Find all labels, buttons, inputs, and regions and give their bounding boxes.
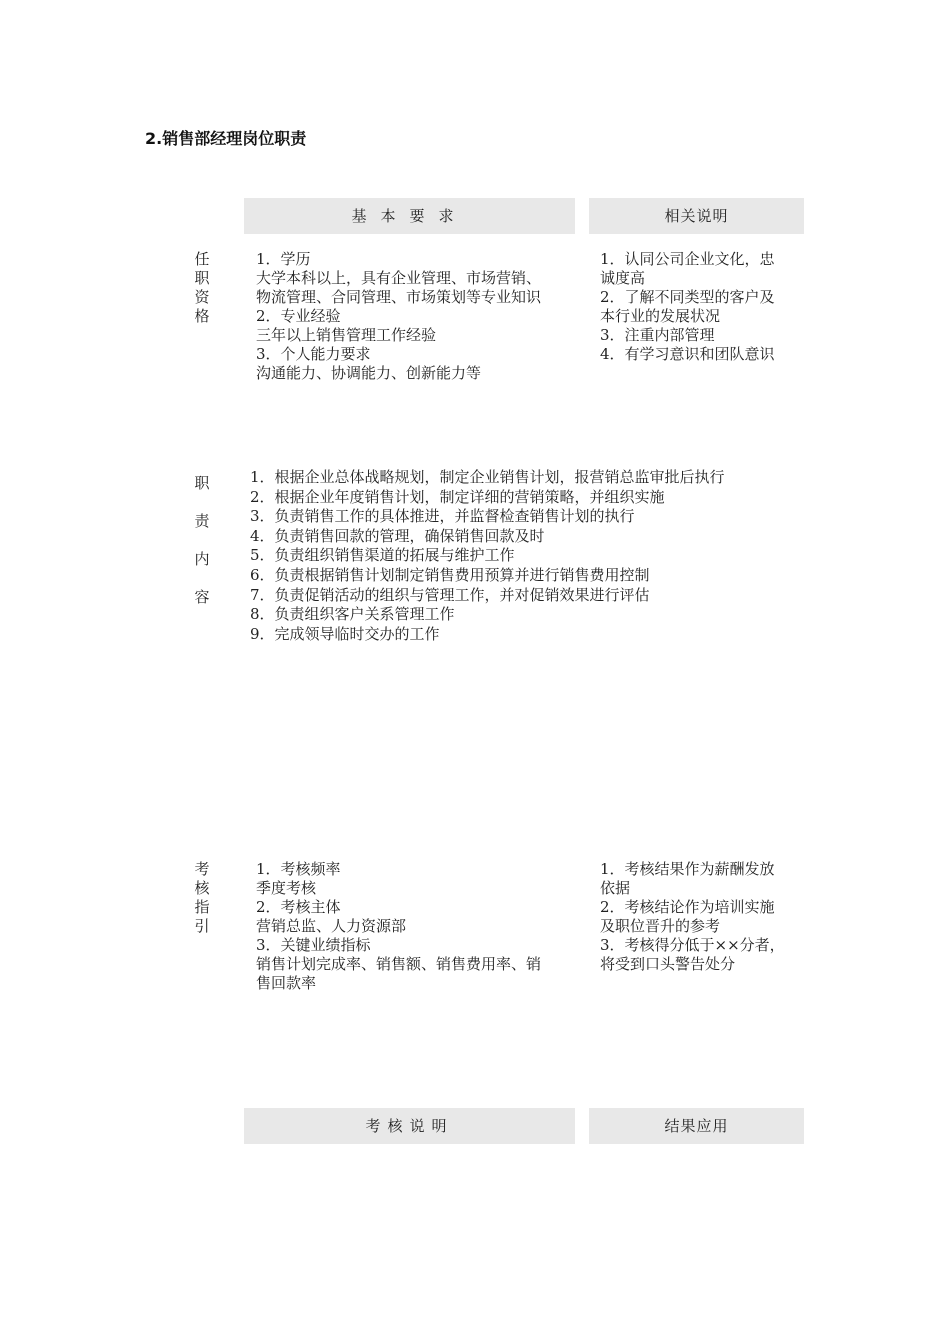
list-item: 7．负责促销活动的组织与管理工作，并对促销效果进行评估 <box>250 585 650 604</box>
text-line: 3．注重内部管理 <box>600 326 715 344</box>
label-duties <box>194 474 210 626</box>
text-line: 沟通能力、协调能力、创新能力等 <box>256 364 482 382</box>
page-title: 2.销售部经理岗位职责 <box>145 129 307 148</box>
label-char: 格 <box>194 307 210 325</box>
label-char: 职 <box>194 474 210 492</box>
text-line: 三年以上销售管理工作经验 <box>256 326 437 344</box>
list-item: 5．负责组织销售渠道的拓展与维护工作 <box>250 546 515 565</box>
text-line: 1．认同公司企业文化，忠 <box>600 250 775 268</box>
text-line: 2．考核结论作为培训实施 <box>600 898 775 916</box>
text-line: 2．考核主体 <box>256 898 341 916</box>
text-line: 3．个人能力要求 <box>256 345 371 363</box>
label-char: 指 <box>194 898 210 916</box>
text-line: 将受到口头警告处分 <box>600 955 736 973</box>
list-item: 2．根据企业年度销售计划，制定详细的营销策略，并组织实施 <box>250 487 665 506</box>
list-item: 9．完成领导临时交办的工作 <box>250 624 440 643</box>
text-line: 销售计划完成率、销售额、销售费用率、销 <box>256 955 542 973</box>
text-line: 依据 <box>600 879 631 897</box>
text-line: 2．了解不同类型的客户及 <box>600 288 775 306</box>
text-line: 季度考核 <box>256 879 317 897</box>
text-line: 4．有学习意识和团队意识 <box>600 345 775 363</box>
assessment-related <box>600 860 805 974</box>
label-char: 职 <box>194 269 210 287</box>
qualification-related <box>600 250 805 364</box>
label-char: 引 <box>194 917 210 935</box>
duties-list <box>250 468 810 644</box>
text-line: 2．专业经验 <box>256 307 341 325</box>
text-line: 及职位晋升的参考 <box>600 917 721 935</box>
text-line: 物流管理、合同管理、市场策划等专业知识 <box>256 288 542 306</box>
label-char: 核 <box>194 879 210 897</box>
label-char: 资 <box>194 288 210 306</box>
label-char: 内 <box>194 550 210 568</box>
text-line: 营销总监、人力资源部 <box>256 917 407 935</box>
label-char: 容 <box>194 588 210 606</box>
label-qualification <box>194 250 210 326</box>
text-line: 售回款率 <box>256 974 317 992</box>
text-line: 1．学历 <box>256 250 311 268</box>
assessment-basic <box>256 860 576 993</box>
label-assessment <box>194 860 210 936</box>
header-assessment-notes: 考核说明 <box>244 1108 575 1144</box>
label-char: 考 <box>194 860 210 878</box>
list-item: 1．根据企业总体战略规划，制定企业销售计划，报营销总监审批后执行 <box>250 468 725 486</box>
label-char: 责 <box>194 512 210 530</box>
qualification-basic <box>256 250 576 383</box>
header-related-notes: 相关说明 <box>589 198 804 234</box>
text-line: 1．考核频率 <box>256 860 341 878</box>
text-line: 3．考核得分低于××分者， <box>600 936 785 954</box>
list-item: 3．负责销售工作的具体推进，并监督检查销售计划的执行 <box>250 507 635 526</box>
header-result-application: 结果应用 <box>589 1108 804 1144</box>
text-line: 1．考核结果作为薪酬发放 <box>600 860 775 878</box>
text-line: 诚度高 <box>600 269 646 287</box>
list-item: 8．负责组织客户关系管理工作 <box>250 605 455 624</box>
label-char: 任 <box>194 250 210 268</box>
list-item: 4．负责销售回款的管理，确保销售回款及时 <box>250 526 545 545</box>
header-basic-requirements: 基本要求 <box>244 198 575 234</box>
text-line: 3．关键业绩指标 <box>256 936 371 954</box>
text-line: 大学本科以上，具有企业管理、市场营销、 <box>256 269 542 287</box>
list-item: 6．负责根据销售计划制定销售费用预算并进行销售费用控制 <box>250 565 650 584</box>
text-line: 本行业的发展状况 <box>600 307 721 325</box>
